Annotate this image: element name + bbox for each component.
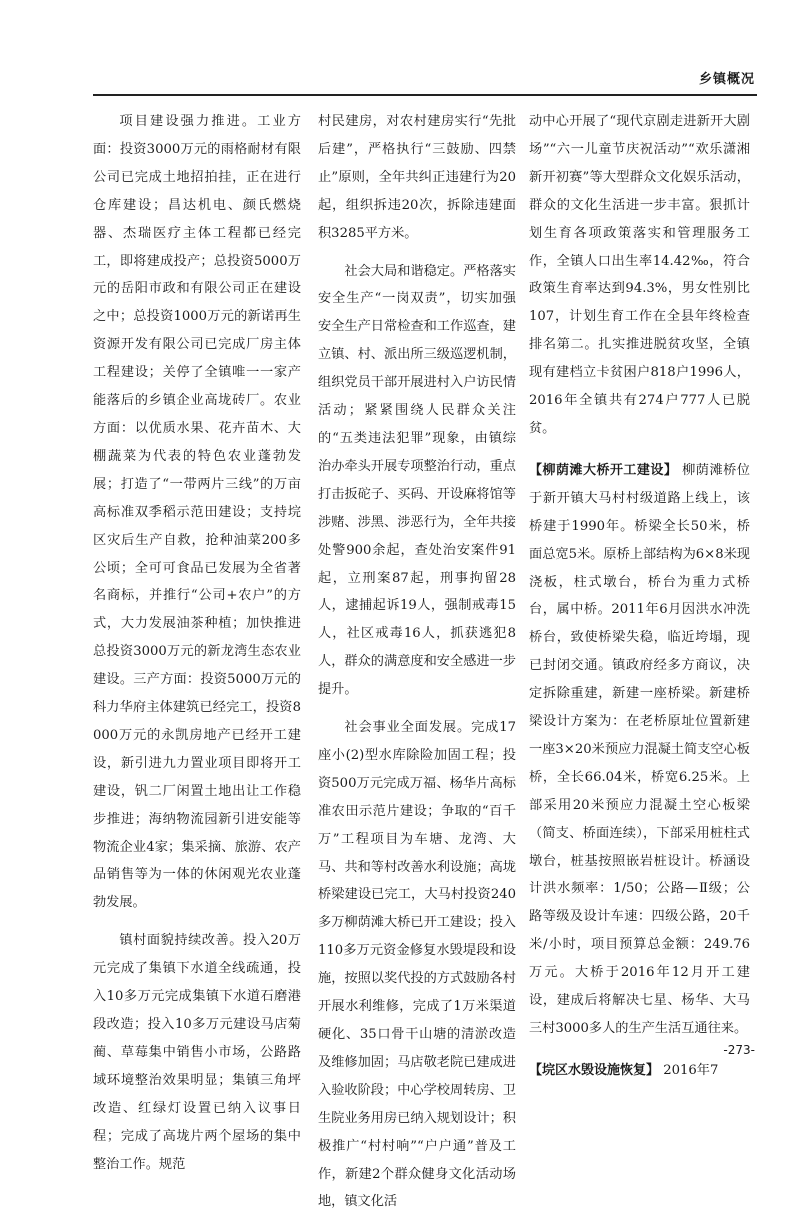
section-body-flood-recovery: 2016年7 — [663, 1062, 719, 1078]
page-number: -273- — [723, 1043, 755, 1057]
text-column-right — [529, 108, 750, 1085]
paragraph-project-construction: 项目建设强力推进。工业方面：投资3000万元的雨格耐材有限公司已完成土地招拍挂，正在进行仓库建设；昌达机电、颜氏燃烧器、杰瑞医疗主体工程都已经完工，即将建成投产；总投资5000万元的岳阳市政和有限公司正在建设之中；总投资1000万元的新诺再生资源开发有限公司已完成厂房主体工程建设；关停了全镇唯一一家产能落后的乡镇企业高垅砖厂。农业方面：以优质水果、花卉苗木、大棚蔬菜为代表的特色农业蓬勃发展；打造了“一带两片三线”的万亩高标准双季稻示范田建设；支持垸区灾后生产自救，抢种油菜200多公顷；全可可食品已发展为全省著名商标，并推行“公司+农户”的方式，大力发展油茶种植；加快推进总投资3000万元的新龙湾生态农业建设。三产方面：投资5000万元的科力华府主体建筑已经完工，投资8000万元的永凯房地产已经开工建设，新引进九力置业项目即将开工建设，钒二厂闲置土地出让工作稳步推进；海纳物流园新引进安能等物流企业4家；集采摘、旅游、农产品销售等为一体的休闲观光农业蓬勃发展。 — [93, 114, 301, 911]
section-body-bridge: 柳荫滩桥位于新开镇大马村村级道路上线上，该桥建于1990年。桥梁全长50米，桥面总宽5米。原桥上部结构为6×8米现浇板，柱式墩台，桥台为重力式桥台，属中桥。2011年6月因洪水冲洗桥台，致使桥梁失稳，临近垮塌，现已封闭交通。镇政府经多方商议，决定拆除重建，新建一座桥梁。新建桥梁设计方案为：在老桥原址位置新建一座3×20米预应力混凝土简支空心板桥，全长66.04米，桥宽6.25米。上部采用20米预应力混凝土空心板梁（简支、桥面连续），下部采用桩柱式墩台，桩基按照嵌岩桩设计。桥涵设计洪水频率：1/50；公路—Ⅱ级；公路等级及设计车速：四级公路，20千米/小时，项目预算总金额：249.76万元。大桥于2016年12月开工建设，建成后将解决七星、杨华、大马三村3000多人的生产生活互通往来。 — [529, 462, 750, 1036]
section-header-title: 乡镇概况 — [698, 72, 755, 87]
section-title-flood-recovery: 【垸区水毁设施恢复】 — [529, 1062, 660, 1078]
paragraph-social-undertakings: 社会事业全面发展。完成17座小(2)型水库除险加固工程；投资500万元完成万福、杨华片高标准农田示范片建设；争取的“百千万”工程项目为车塘、龙湾、大马、共和等村改善水利设施；高垅桥梁建设已完工，大马村投资240多万柳荫滩大桥已开工建设；投入110多万元资金修复水毁堤段和设施，按照以奖代投的方式鼓励各村开展水利维修，完成了1万米渠道硬化、35口骨干山塘的清淤改造及维修加固；马店敬老院已建成进入验收阶段；中心学校周转房、卫生院业务用房已纳入规划设计；积极推广“村村响”“户户通”普及工作，新建2个群众健身文化活动场地，镇文化活 — [318, 720, 516, 1210]
text-column-middle — [318, 108, 516, 1216]
paragraph-social-stability: 社会大局和谐稳定。严格落实安全生产“一岗双责”，切实加强安全生产日常检查和工作巡查，建立镇、村、派出所三级巡逻机制，组织党员干部开展进村入户访民情活动；紧紧围绕人民群众关注的“五类违法犯罪”现象，由镇综治办牵头开展专项整治行动，重点打击扳砣子、买码、开设麻将馆等涉赌、涉黑、涉恶行为，全年共接处警900余起，查处治安案件91起，立刑案87起，刑事拘留28人，逮捕起诉19人，强制戒毒15人，社区戒毒16人，抓获逃犯8人，群众的满意度和安全感进一步提升。 — [318, 263, 516, 698]
paragraph-town-appearance: 镇村面貌持续改善。投入20万元完成了集镇下水道全线疏通，投入10多万元完成集镇下水道石磨港段改造；投入10多万元建设马店菊蔺、草莓集中销售小市场，公路路域环境整治效果明显；集镇三角坪改造、红绿灯设置已纳入议事日程；完成了高垅片两个屋场的集中整治工作。规范 — [93, 933, 301, 1172]
paragraph-village-housing: 村民建房，对农村建房实行“先批后建”，严格执行“三鼓励、四禁止”原则，全年共纠正违建行为20起，组织拆违20次，拆除违建面积3285平方米。 — [318, 114, 516, 241]
section-title-bridge: 【柳荫滩大桥开工建设】 — [529, 462, 678, 478]
paragraph-culture-family-planning: 动中心开展了“现代京剧走进新开大剧场”“六一儿童节庆祝活动”“欢乐潇湘新开初赛”等大型群众文化娱乐活动，群众的文化生活进一步丰富。狠抓计划生育各项政策落实和管理服务工作，全镇人口出生率14.42‰，符合政策生育率达到94.3%，男女性别比107，计划生育工作在全县年终检查排名第二。扎实推进脱贫攻坚，全镇现有建档立卡贫困户818户1996人，2016年全镇共有274户777人已脱贫。 — [529, 114, 750, 436]
header-divider — [93, 94, 757, 96]
section-bridge-construction — [529, 457, 750, 1043]
text-column-left — [93, 108, 301, 1178]
section-flood-recovery — [529, 1057, 750, 1085]
